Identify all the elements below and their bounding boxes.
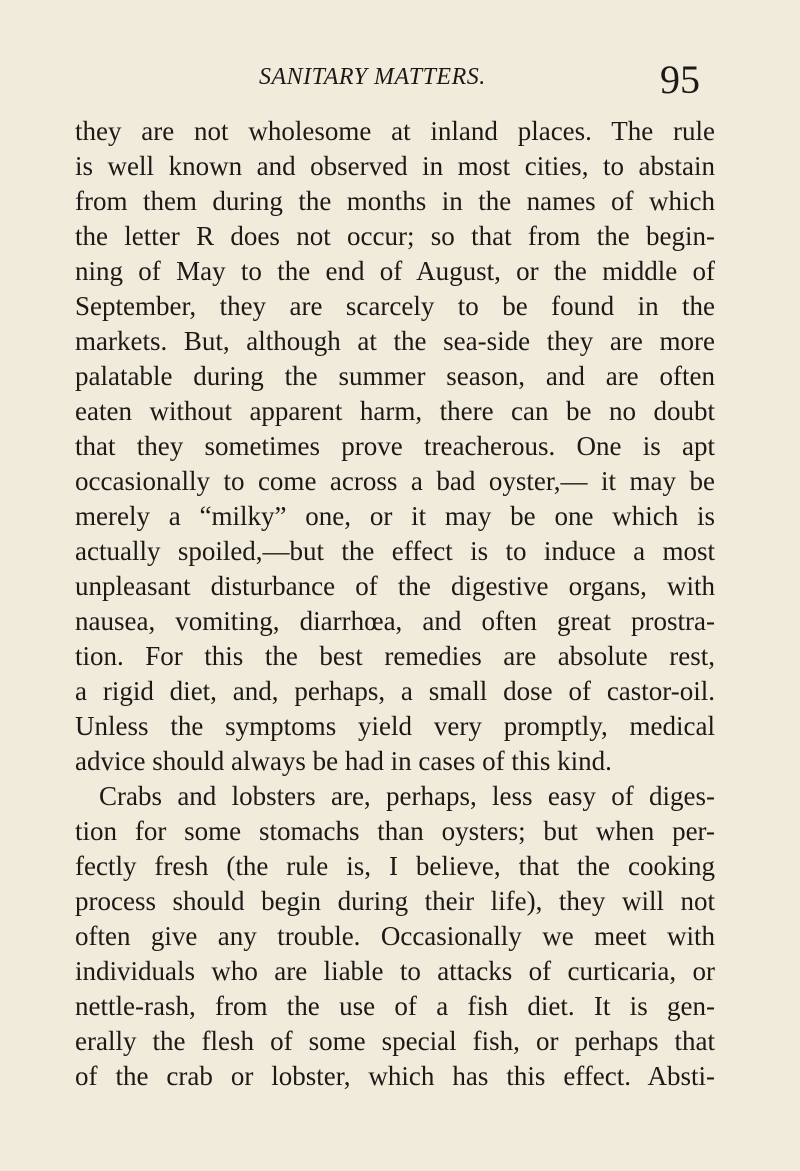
text-line: often give any trouble. Occasionally we meet with xyxy=(75,921,715,951)
text-line: September, they are scarcely to be found in the xyxy=(75,291,715,321)
text-line: tion. For this the best remedies are absolute rest, xyxy=(75,641,715,671)
text-line: markets. But, although at the sea-side they are more xyxy=(75,326,715,356)
text-line: nettle-rash, from the use of a fish diet. It is gen- xyxy=(75,991,715,1021)
text-line: of the crab or lobster, which has this effect. Absti- xyxy=(75,1061,715,1091)
text-line: erally the flesh of some special fish, or perhaps that xyxy=(75,1026,715,1056)
body-text xyxy=(75,114,715,1094)
text-line: individuals who are liable to attacks of curticaria, or xyxy=(75,956,715,986)
running-head: SANITARY MATTERS. xyxy=(259,64,486,90)
text-line: process should begin during their life), they will not xyxy=(75,886,715,916)
text-line: that they sometimes prove treacherous. One is apt xyxy=(75,431,715,461)
text-line: a rigid diet, and, perhaps, a small dose of castor-oil. xyxy=(75,676,715,706)
text-line: the letter R does not occur; so that from the begin- xyxy=(75,221,715,251)
text-line: actually spoiled,—but the effect is to induce a most xyxy=(75,536,715,566)
text-line: merely a “milky” one, or it may be one which is xyxy=(75,501,715,531)
page-header xyxy=(0,57,800,102)
text-line: fectly fresh (the rule is, I believe, that the cooking xyxy=(75,851,715,881)
text-line: Unless the symptoms yield very promptly, medical xyxy=(75,711,715,741)
text-line: occasionally to come across a bad oyster,— it may be xyxy=(75,466,715,496)
text-line: Crabs and lobsters are, perhaps, less easy of diges- xyxy=(99,781,715,811)
text-line: from them during the months in the names of which xyxy=(75,186,715,216)
text-line: unpleasant disturbance of the digestive organs, with xyxy=(75,571,715,601)
text-line: eaten without apparent harm, there can be no doubt xyxy=(75,396,715,426)
text-line: is well known and observed in most cities, to abstain xyxy=(75,151,715,181)
page-number: 95 xyxy=(660,57,700,102)
text-line: ning of May to the end of August, or the middle of xyxy=(75,256,715,286)
text-line: advice should always be had in cases of this kind. xyxy=(75,746,612,776)
text-line: they are not wholesome at inland places. The rule xyxy=(75,116,715,146)
text-line: palatable during the summer season, and are often xyxy=(75,361,715,391)
text-line: nausea, vomiting, diarrhœa, and often great prostra- xyxy=(75,606,715,636)
text-line: tion for some stomachs than oysters; but when per- xyxy=(75,816,715,846)
